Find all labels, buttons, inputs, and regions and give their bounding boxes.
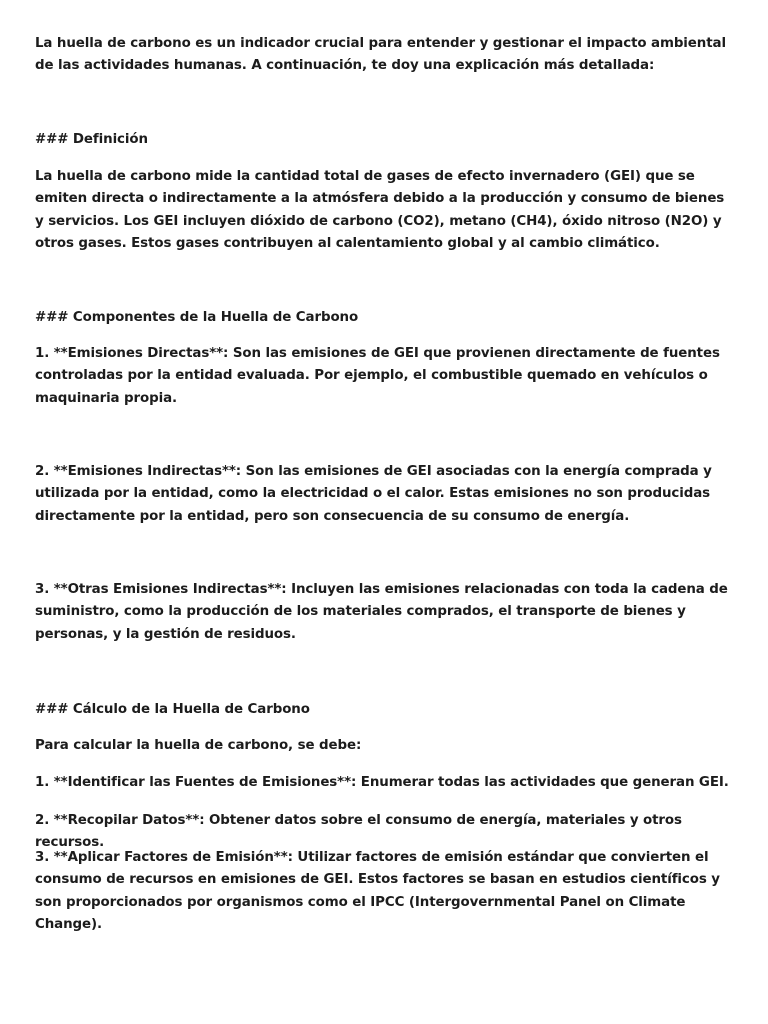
list-item-otras-emisiones: 3. **Otras Emisiones Indirectas**: Incluyen las emisiones relacionadas con toda la cadena de suministro, como la producción de los materiales comprados, el transporte de bienes y personas, y la gestión de residuos. [35, 582, 728, 642]
list-item-emisiones-directas: 1. **Emisiones Directas**: Son las emisiones de GEI que provienen directamente de fuentes controladas por la entidad evaluada. Por ejemplo, el combustible quemado en vehículos o maquinaria propia. [35, 346, 720, 406]
definition-paragraph: La huella de carbono mide la cantidad total de gases de efecto invernadero (GEI) que se emiten directa o indirectamente a la atmósfera debido a la producción y consumo de bienes y servicios. Los GEI incluyen dióxido de carbono (CO2), metano (CH4), óxido nitroso (N2O) y otros gases. Estos gases contribuyen al calentamiento global y al cambio climático. [35, 169, 725, 251]
list-item-recopilar-datos: 2. **Recopilar Datos**: Obtener datos sobre el consumo de energía, materiales y otros recursos. [35, 813, 682, 851]
intro-paragraph: La huella de carbono es un indicador crucial para entender y gestionar el impacto ambiental de las actividades humanas. A continuación, te doy una explicación más detallada: [35, 36, 726, 74]
calculo-intro-paragraph: Para calcular la huella de carbono, se debe: [35, 738, 362, 753]
list-item-emisiones-indirectas: 2. **Emisiones Indirectas**: Son las emisiones de GEI asociadas con la energía comprada y utilizada por la entidad, como la electricidad o el calor. Estas emisiones no son producidas directamente por la entidad, pero son consecuencia de su consumo de energía. [35, 464, 712, 524]
list-item-aplicar-factores: 3. **Aplicar Factores de Emisión**: Utilizar factores de emisión estándar que convierten el consumo de recursos en emisiones de GEI. Estos factores se basan en estudios científicos y son proporcionados por organismos como el IPCC (Intergovernmental Panel on Climate Change). [35, 850, 720, 932]
section-heading-componentes: ### Componentes de la Huella de Carbono [35, 310, 359, 325]
section-heading-calculo: ### Cálculo de la Huella de Carbono [35, 702, 310, 717]
list-item-identificar-fuentes: 1. **Identificar las Fuentes de Emisiones**: Enumerar todas las actividades que generan GEI. [35, 775, 729, 790]
section-heading-definicion: ### Definición [35, 132, 148, 147]
